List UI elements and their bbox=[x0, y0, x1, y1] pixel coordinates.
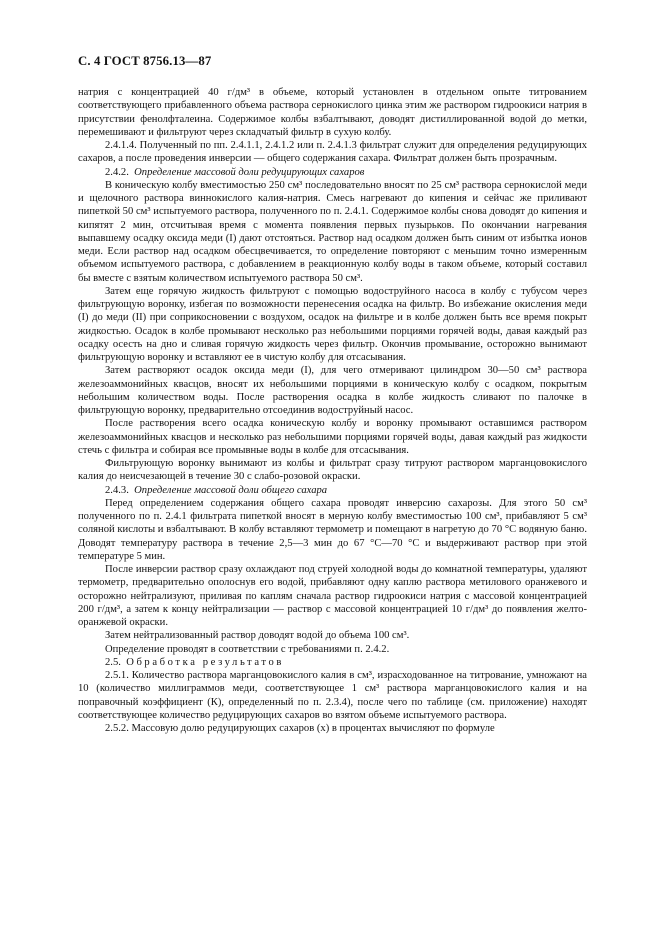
paragraph-dilution: Затем нейтрализованный раствор доводят водой до объема 100 см³. bbox=[105, 630, 410, 642]
paragraph-titration: Фильтрующую воронку вынимают из колбы и фильтрат сразу титруют раствором марганцовокислого калия до неисчезающей в течение 30 с слабо-розовой окраски. bbox=[78, 458, 587, 483]
paragraph-dissolution: Затем растворяют осадок оксида меди (I), для чего отмеривают цилиндром 30—50 см³ раствора железоаммонийных квасцов, вносят их небольшими порциями в коническую колбу с осадком, покрытым небольшим количеством воды. После растворения осадка в колбе жидкость сливают по палочке в фильтрующую воронку, предварительно отсоединив водоструйный насос. bbox=[78, 365, 587, 416]
section-title: Определение массовой доли общего сахара bbox=[134, 484, 328, 496]
document-body bbox=[78, 86, 587, 735]
paragraph-2-5-1: 2.5.1. Количество раствора марганцовокислого калия в см³, израсходованное на титрование, умножают на 10 (количество миллиграммов меди, соответствующее 1 см³ раствора марганцовокислого калия и на поправочный коэффициент (К), определенный по п. 2.3.4), после чего по таблице (см. приложение) находят соответствующее количество редуцирующих сахаров во взятом объеме испытуемого раствора. bbox=[78, 670, 587, 721]
paragraph-continuation: натрия с концентрацией 40 г/дм³ в объеме, который установлен в отдельном опыте титрованием соответствующего прибавленного объема раствора сернокислого цинка этим же раствором гидроокиси натрия в присутствии фенолфталеина. Содержимое колбы взбалтывают, доводят дистиллированной водой до метки, перемешивают и фильтруют через складчатый фильтр в сухую колбу. bbox=[78, 87, 587, 138]
page-header: С. 4 ГОСТ 8756.13—87 bbox=[78, 54, 212, 68]
section-number: 2.4.2. bbox=[105, 166, 129, 178]
paragraph-procedure: В коническую колбу вместимостью 250 см³ последовательно вносят по 25 см³ раствора сернокислой меди и щелочного раствора виннокислого калия-натрия. Смесь нагревают до кипения и сейчас же приливают пипеткой 50 см³ испытуемого раствора, полученного по п. 2.4.1. Содержимое колбы снова доводят до кипения и кипятят 2 мин, отсчитывая время с момента появления первых пузырьков. По окончании нагревания выпавшему осадку оксида меди (I) дают отстояться. Раствор над осадком должен быть синим от избытка ионов меди. Если раствор над осадком обесцвечивается, то определение повторяют с меньшим точно измеренным объемом испытуемого раствора, с добавлением в реакционную колбу воды в таком объеме, который составил бы вместе с взятым количеством испытуемого раствора 50 см³. bbox=[78, 179, 587, 284]
section-number: 2.4.3. bbox=[105, 484, 129, 496]
section-2-4-3-heading bbox=[78, 484, 587, 497]
section-title: Определение массовой доли редуцирующих сахаров bbox=[134, 166, 365, 178]
paragraph-2-5-2: 2.5.2. Массовую долю редуцирующих сахаров (х) в процентах вычисляют по формуле bbox=[105, 723, 495, 734]
section-2-5-heading bbox=[78, 656, 587, 669]
section-number: 2.5. bbox=[105, 656, 121, 668]
paragraph-2-4-1-4: 2.4.1.4. Полученный по пп. 2.4.1.1, 2.4.1.2 или п. 2.4.1.3 фильтрат служит для определения редуцирующих сахаров, а после проведения инверсии — общего содержания сахара. Фильтрат должен быть прозрачным. bbox=[78, 140, 587, 165]
paragraph-reference: Определение проводят в соответствии с требованиями п. 2.4.2. bbox=[105, 643, 390, 655]
paragraph-inversion: Перед определением содержания общего сахара проводят инверсию сахарозы. Для этого 50 см³ полученного по п. 2.4.1 фильтрата пипеткой вносят в мерную колбу вместимостью 100 см³, прибавляют 5 см³ соляной кислоты и взбалтывают. В колбу вставляют термометр и помещают в нагретую до 70 °С водяную баню. Доводят температуру раствора в течение 2,5—3 мин до 67 °С—70 °С и выдерживают раствор при этой температуре 5 мин. bbox=[78, 497, 587, 562]
section-title: Обработка результатов bbox=[126, 656, 284, 668]
paragraph-neutralization: После инверсии раствор сразу охлаждают под струей холодной воды до комнатной температуры, удаляют термометр, предварительно ополоснув его водой, прибавляют одну каплю раствора метилового оранжевого и осторожно нейтрализуют, приливая по каплям сначала раствор гидроокиси натрия с массовой концентрацией 200 г/дм³, а затем к концу нейтрализации — раствор с массовой концентрацией 10 г/дм³ до появления желто-оранжевой окраски. bbox=[78, 564, 587, 628]
paragraph-washing: После растворения всего осадка коническую колбу и воронку промывают оставшимся раствором железоаммонийных квасцов и несколько раз небольшими порциями горячей воды, давая каждый раз жидкости стечь с фильтра и собирая все промывные воды в колбе для отсасывания. bbox=[78, 418, 587, 456]
section-2-4-2-heading bbox=[78, 166, 587, 179]
paragraph-filtration: Затем еще горячую жидкость фильтруют с помощью водоструйного насоса в колбу с тубусом через фильтрующую воронку, избегая по возможности перенесения осадка на фильтр. Во избежание окисления меди (I) до меди (II) при соприкосновении с воздухом, осадок на фильтре и в колбе должен быть все время покрыт жидкостью. Осадок в колбе промывают несколько раз небольшими порциями горячей воды, давая каждый раз осадку осесть на дно и сливая горячую жидкость через фильтр. Окончив промывание, осторожно вынимают фильтрующую воронку и вставляют ее в чистую колбу для отсасывания. bbox=[78, 285, 587, 363]
